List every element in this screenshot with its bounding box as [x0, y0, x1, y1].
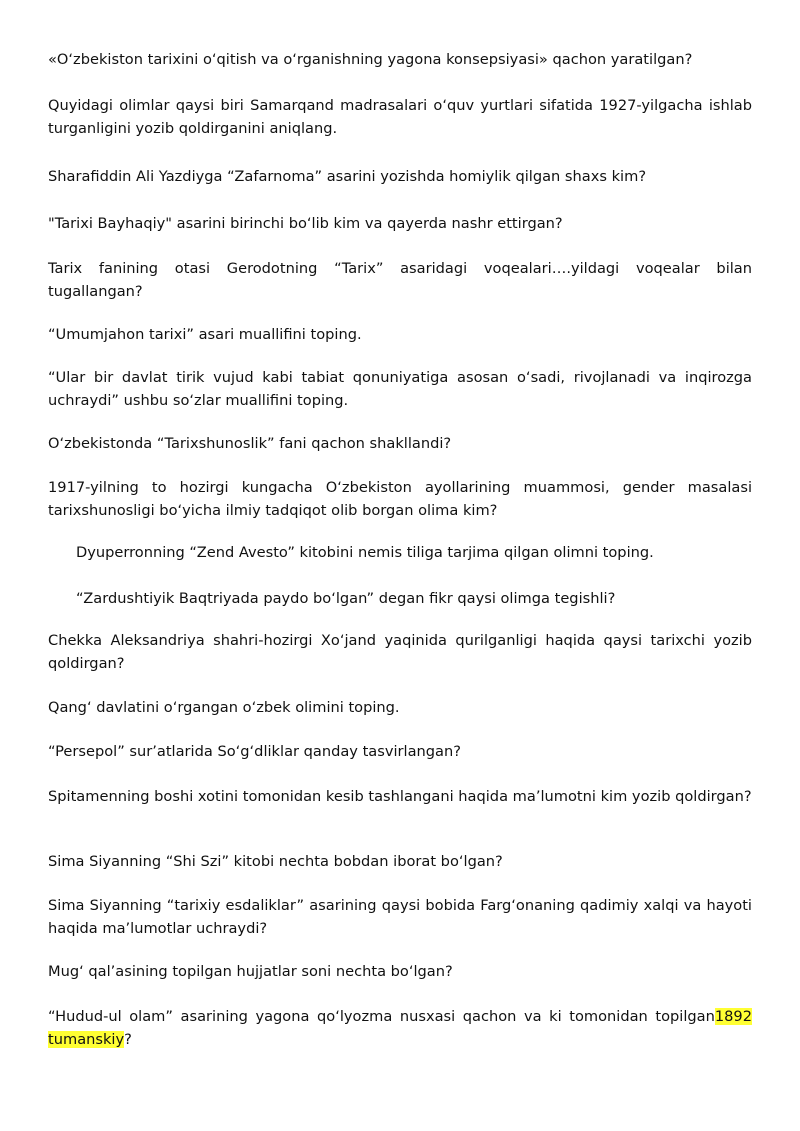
question-14: “Persepol” sur’atlarida So‘g‘dliklar qanday tasvirlangan?	[48, 743, 461, 760]
question-1: «O‘zbekiston tarixini o‘qitish va o‘rganishning yagona konsepsiyasi» qachon yaratilgan?	[48, 51, 693, 68]
question-17: Sima Siyanning “tarixiy esdaliklar” asarining qaysi bobida Farg‘onaning qadimiy xalqi va hayoti haqida ma’lumotlar uchraydi?	[48, 897, 752, 937]
question-19-end: ?	[124, 1031, 132, 1048]
question-19	[48, 1005, 752, 1051]
question-5: Tarix fanining otasi Gerodotning “Tarix” asaridagi voqealari….yildagi voqealar bilan tugallangan?	[48, 260, 752, 300]
question-16: Sima Siyanning “Shi Szi” kitobi nechta bobdan iborat bo‘lgan?	[48, 853, 503, 870]
question-18: Mug‘ qal’asining topilgan hujjatlar soni nechta bo‘lgan?	[48, 963, 453, 980]
question-13: Qang‘ davlatini o‘rgangan o‘zbek olimini toping.	[48, 699, 400, 716]
question-8: O‘zbekistonda “Tarixshunoslik” fani qachon shakllandi?	[48, 435, 452, 452]
question-11: “Zardushtiyik Baqtriyada paydo bo‘lgan” degan fikr qaysi olimga tegishli?	[76, 590, 616, 607]
question-15: Spitamenning boshi xotini tomonidan kesib tashlangani haqida ma’lumotni kim yozib qoldirgan?	[48, 788, 752, 805]
question-10: Dyuperronning “Zend Avesto” kitobini nemis tiliga tarjima qilgan olimni toping.	[76, 544, 654, 561]
question-19-text: “Hudud-ul olam” asarining yagona qo‘lyozma nusxasi qachon va ki tomonidan topilgan	[48, 1008, 715, 1025]
question-12: Chekka Aleksandriya shahri-hozirgi Xo‘jand yaqinida qurilganligi haqida qaysi tarixchi yozib qoldirgan?	[48, 632, 752, 672]
question-2: Quyidagi olimlar qaysi biri Samarqand madrasalari o‘quv yurtlari sifatida 1927-yilgacha ishlab turganligini yozib qoldirganini aniqlang.	[48, 97, 752, 137]
question-6: “Umumjahon tarixi” asari muallifini toping.	[48, 326, 362, 343]
question-4: "Tarixi Bayhaqiy" asarini birinchi bo‘lib kim va qayerda nashr ettirgan?	[48, 215, 563, 232]
highlighted-answer: 1892 tumanskiy	[48, 1008, 752, 1048]
question-7: “Ular bir davlat tirik vujud kabi tabiat qonuniyatiga asosan o‘sadi, rivojlanadi va inqirozga uchraydi” ushbu so‘zlar muallifini toping.	[48, 369, 752, 409]
question-9: 1917-yilning to hozirgi kungacha O‘zbekiston ayollarining muammosi, gender masalasi tarixshunosligi bo‘yicha ilmiy tadqiqot olib borgan olima kim?	[48, 479, 752, 519]
question-3: Sharafiddin Ali Yazdiyga “Zafarnoma” asarini yozishda homiylik qilgan shaxs kim?	[48, 168, 647, 185]
